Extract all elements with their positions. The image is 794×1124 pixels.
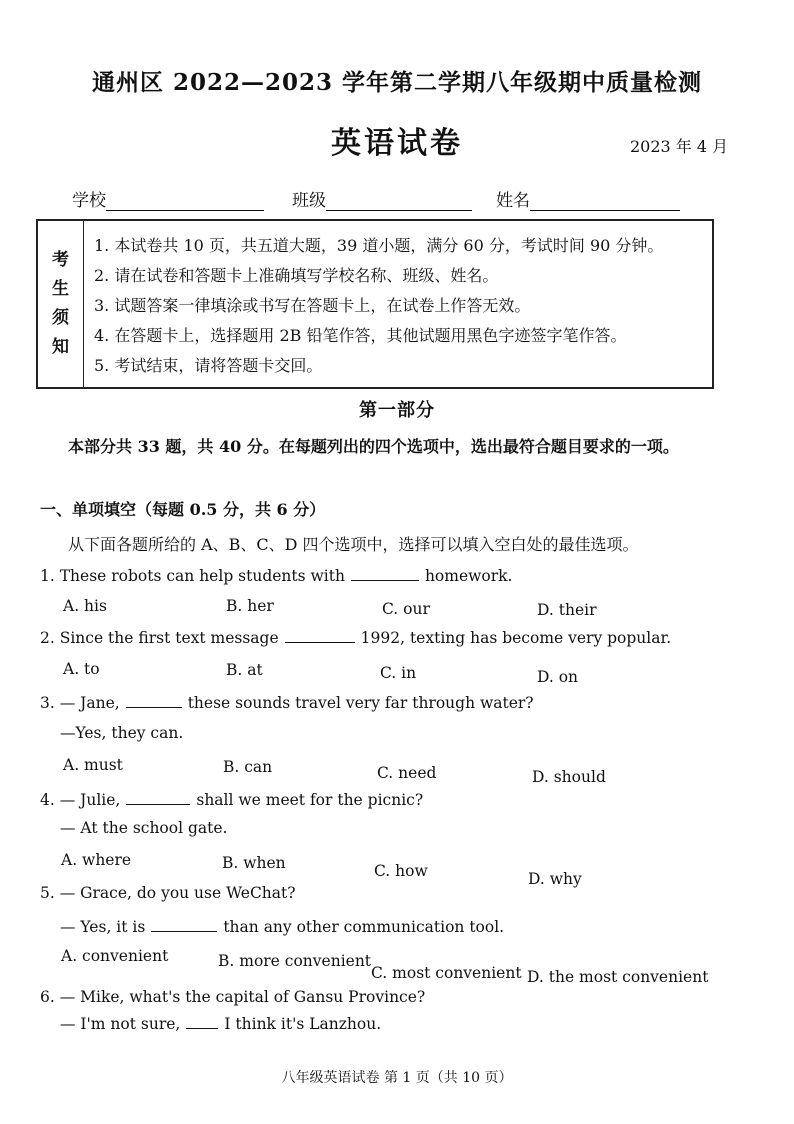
question-4-reply: — At the school gate. (60, 819, 228, 837)
option-c: C. how (374, 862, 428, 880)
question-4-stem: 4. — Julie, shall we meet for the picnic? (40, 791, 424, 809)
answer-blank (351, 566, 419, 581)
option-b: B. her (226, 597, 274, 615)
option-c: C. need (377, 764, 437, 782)
question-6-stem: 6. — Mike, what's the capital of Gansu Province? (40, 988, 426, 1006)
exam-date: 2023 年 4 月 (630, 137, 729, 156)
answer-blank (151, 917, 217, 932)
option-d: D. their (537, 601, 597, 619)
option-d: D. the most convenient (527, 968, 709, 986)
exam-notice-box (36, 219, 714, 389)
option-b: B. can (223, 758, 273, 776)
name-field (496, 186, 680, 211)
answer-blank (126, 790, 190, 805)
section-heading: 一、单项填空（每题 0.5 分，共 6 分） (40, 500, 326, 519)
notice-item: 4. 在答题卡上，选择题用 2B 铅笔作答，其他试题用黑色字迹签字笔作答。 (94, 326, 627, 345)
answer-blank (285, 628, 355, 643)
answer-blank (126, 693, 182, 708)
option-d: D. should (532, 768, 606, 786)
part-description: 本部分共 33 题，共 40 分。在每题列出的四个选项中，选出最符合题目要求的一项。 (68, 437, 679, 456)
class-label: 班级 (292, 191, 326, 211)
question-3-reply: —Yes, they can. (60, 724, 184, 742)
question-6-reply: — I'm not sure, I think it's Lanzhou. (60, 1015, 382, 1033)
notice-side-label: 考 生 须 知 (38, 221, 84, 387)
option-a: A. convenient (61, 947, 169, 965)
name-blank (530, 192, 680, 211)
school-field (72, 186, 264, 211)
exam-subtitle: 英语试卷 (331, 126, 463, 161)
option-c: C. in (380, 664, 417, 682)
question-5-stem: 5. — Grace, do you use WeChat? (40, 884, 296, 902)
option-d: D. why (528, 870, 582, 888)
question-5-reply: — Yes, it is than any other communication tool. (60, 918, 505, 936)
option-c: C. most convenient (371, 964, 522, 982)
notice-item: 1. 本试卷共 10 页，共五道大题，39 道小题，满分 60 分，考试时间 90 分钟。 (94, 236, 664, 255)
class-field (292, 186, 472, 211)
option-a: A. to (63, 660, 100, 678)
notice-list (94, 231, 663, 381)
option-a: A. must (63, 756, 123, 774)
name-label: 姓名 (496, 191, 530, 211)
option-b: B. more convenient (218, 952, 372, 970)
question-1-stem: 1. These robots can help students with homework. (40, 567, 513, 585)
notice-item: 5. 考试结束，请将答题卡交回。 (94, 356, 323, 375)
option-d: D. on (537, 668, 579, 686)
option-b: B. when (222, 854, 286, 872)
option-c: C. our (382, 600, 430, 618)
exam-title: 通州区 2022—2023 学年第二学期八年级期中质量检测 (91, 69, 703, 96)
question-3-stem: 3. — Jane, these sounds travel very far through water? (40, 694, 534, 712)
question-2-stem: 2. Since the first text message 1992, texting has become very popular. (40, 629, 672, 647)
answer-blank (186, 1014, 218, 1029)
part-title: 第一部分 (359, 400, 435, 421)
notice-item: 2. 请在试卷和答题卡上准确填写学校名称、班级、姓名。 (94, 266, 499, 285)
school-blank (106, 192, 264, 211)
notice-item: 3. 试题答案一律填涂或书写在答题卡上，在试卷上作答无效。 (94, 296, 531, 315)
option-b: B. at (226, 661, 263, 679)
section-instruction: 从下面各题所给的 A、B、C、D 四个选项中，选择可以填入空白处的最佳选项。 (68, 535, 639, 554)
school-label: 学校 (72, 191, 106, 211)
option-a: A. his (63, 597, 107, 615)
page-footer: 八年级英语试卷 第 1 页（共 10 页） (281, 1070, 513, 1086)
option-a: A. where (61, 851, 132, 869)
class-blank (326, 192, 472, 211)
